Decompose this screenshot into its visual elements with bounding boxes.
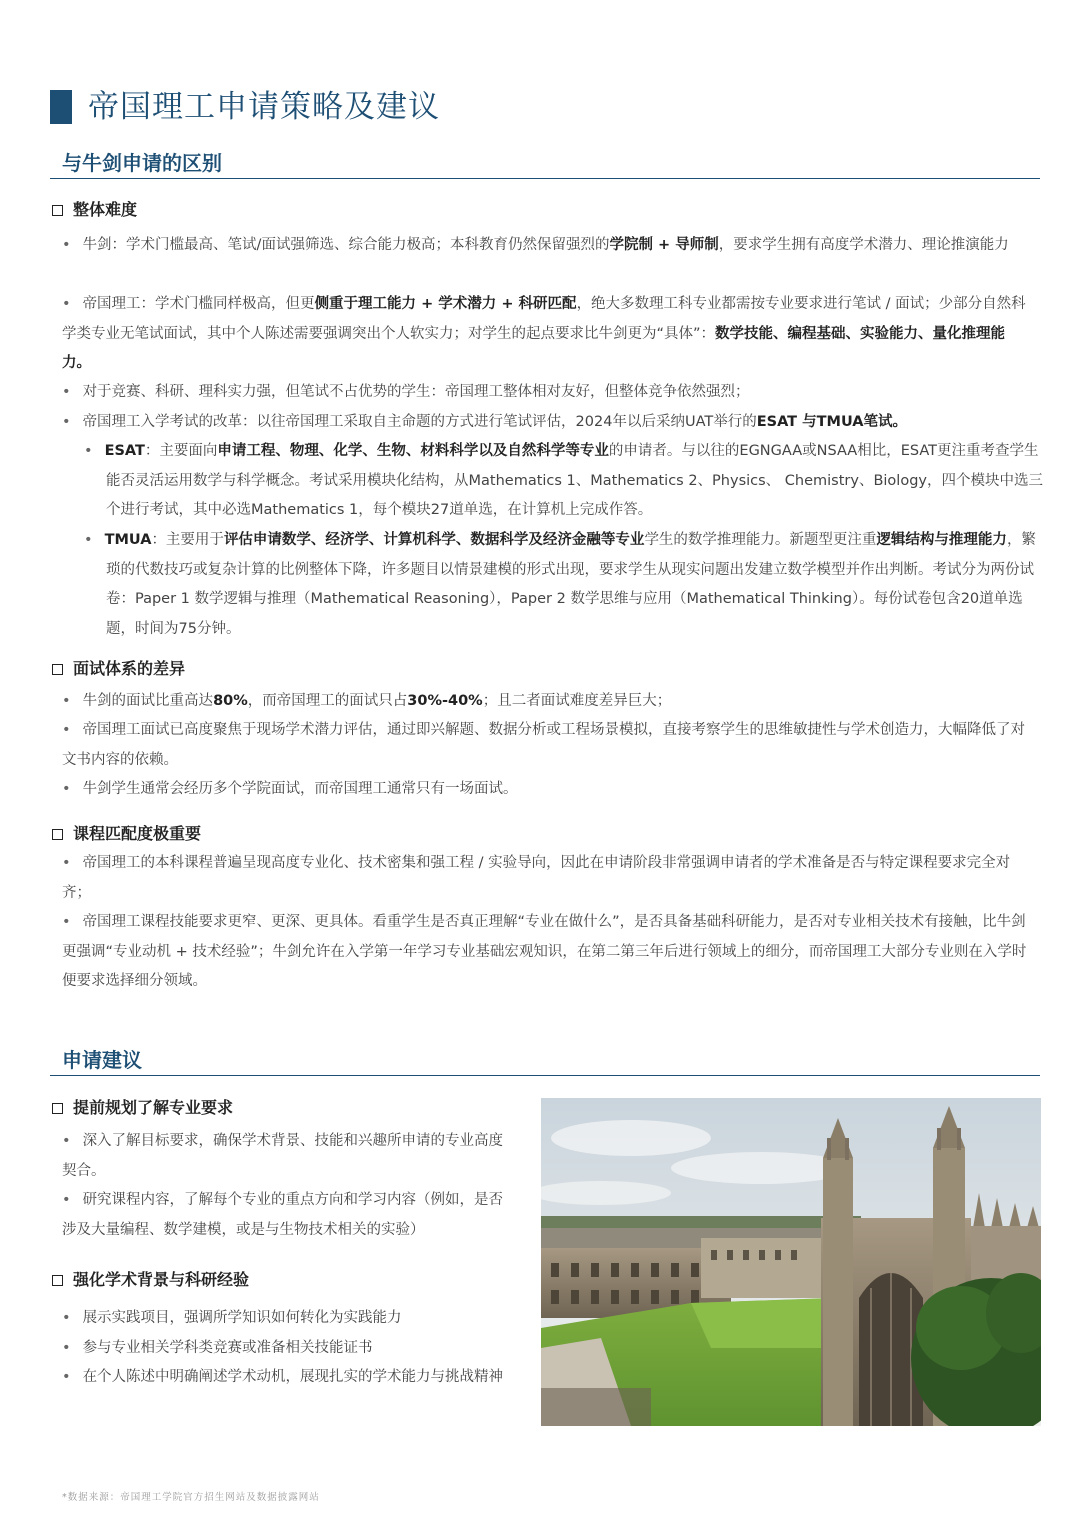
bullet-oxbridge: • 牛剑：学术门槛最高、笔试/面试强筛选、综合能力极高；本科教育仍然保留强烈的学院制 + 导师制，要求学生拥有高度学术潜力、理论推演能力: [62, 237, 1009, 253]
subheading-research: 强化学术背景与科研经验: [52, 1269, 249, 1291]
title-accent-bar: [50, 90, 72, 124]
subheading-difficulty: 整体难度: [52, 199, 137, 221]
bullet-plan-goals: • 深入了解目标要求，确保学术背景、技能和兴趣所申请的专业高度契合。: [62, 1133, 504, 1179]
subheading-planning: 提前规划了解专业要求: [52, 1097, 233, 1119]
bullet-esat: • ESAT：主要面向申请工程、物理、化学、生物、材料科学以及自然科学等专业的申请者。与以往的EGNGAA或NSAA相比，ESAT更注重考查学生能否灵活运用数学与科学概念。考试采用模块化结构，从Mathematics 1、Mathematics 2、Physics、 Chemistry、Biology，四个模块中选三个进行考试，其中必选Mathematics 1，每个模块27道单选，在计算机上完成作答。: [84, 443, 1043, 518]
section-title-advice: 申请建议: [62, 1048, 142, 1072]
section-title-differences: 与牛剑申请的区别: [62, 151, 222, 175]
college-photo: [541, 1098, 1041, 1426]
bullet-imperial: • 帝国理工：学术门槛同样极高，但更侧重于理工能力 + 学术潜力 + 科研匹配，绝大多数理工科专业都需按专业要求进行笔试 / 面试；少部分自然科学类专业无笔试面试，其中个人陈述需要强调突出个人软实力；对学生的起点要求比牛剑更为“具体”：数学技能、编程基础、实验能力、量化推理能力。: [62, 296, 1026, 371]
bullet-interview-count: • 牛剑学生通常会经历多个学院面试，而帝国理工通常只有一场面试。: [62, 781, 518, 797]
checkbox-icon: [52, 1275, 63, 1286]
bullet-research-statement: • 在个人陈述中明确阐述学术动机，展现扎实的学术能力与挑战精神: [62, 1369, 504, 1385]
section-divider: [50, 1075, 1040, 1076]
bullet-research-competitions: • 参与专业相关学科类竞赛或准备相关技能证书: [62, 1340, 373, 1356]
source-note: *数据来源：帝国理工学院官方招生网站及数据披露网站: [62, 1492, 320, 1503]
bullet-competition: • 对于竞赛、科研、理科实力强，但笔试不占优势的学生：帝国理工整体相对友好，但整体竞争依然强烈；: [62, 384, 750, 400]
subheading-course-match: 课程匹配度极重要: [52, 823, 201, 845]
page-title: 帝国理工申请策略及建议: [88, 89, 440, 125]
section-divider: [50, 178, 1040, 179]
checkbox-icon: [52, 205, 63, 216]
bullet-exam-reform: • 帝国理工入学考试的改革：以往帝国理工采取自主命题的方式进行笔试评估，2024年以后采纳UAT举行的ESAT 与TMUA笔试。: [62, 414, 907, 430]
bullet-plan-courses: • 研究课程内容，了解每个专业的重点方向和学习内容（例如，是否涉及大量编程、数学建模，或是与生物技术相关的实验）: [62, 1192, 504, 1238]
bullet-course-specialization: • 帝国理工的本科课程普遍呈现高度专业化、技术密集和强工程 / 实验导向，因此在申请阶段非常强调申请者的学术准备是否与特定课程要求完全对齐；: [62, 855, 1011, 901]
checkbox-icon: [52, 664, 63, 675]
checkbox-icon: [52, 829, 63, 840]
checkbox-icon: [52, 1103, 63, 1114]
bullet-interview-focus: • 帝国理工面试已高度聚焦于现场学术潜力评估，通过即兴解题、数据分析或工程场景模拟，直接考察学生的思维敏捷性与学术创造力，大幅降低了对文书内容的依赖。: [62, 722, 1026, 768]
bullet-tmua: • TMUA：主要用于评估申请数学、经济学、计算机科学、数据科学及经济金融等专业学生的数学推理能力。新题型更注重逻辑结构与推理能力，繁琐的代数技巧或复杂计算的比例整体下降，许多题目以情景建模的形式出现，要求学生从现实问题出发建立数学模型并作出判断。考试分为两份试卷：Paper 1 数学逻辑与推理（Mathematical Reasoning），Paper 2 数学思维与应用（Mathematical Thinking）。每份试卷包含20道单选题，时间为75分钟。: [84, 532, 1036, 637]
bullet-course-skills: • 帝国理工课程技能要求更窄、更深、更具体。看重学生是否真正理解“专业在做什么”，是否具备基础科研能力，是否对专业相关技术有接触，比牛剑更强调“专业动机 + 技术经验”；牛剑允许在入学第一年学习专业基础宏观知识，在第二第三年后进行领域上的细分，而帝国理工大部分专业则在入学时便要求选择细分领域。: [62, 914, 1027, 989]
bullet-research-projects: • 展示实践项目，强调所学知识如何转化为实践能力: [62, 1310, 402, 1326]
bullet-interview-weight: • 牛剑的面试比重高达80%，而帝国理工的面试只占30%-40%；且二者面试难度差异巨大；: [62, 693, 672, 709]
subheading-interview: 面试体系的差异: [52, 658, 185, 680]
